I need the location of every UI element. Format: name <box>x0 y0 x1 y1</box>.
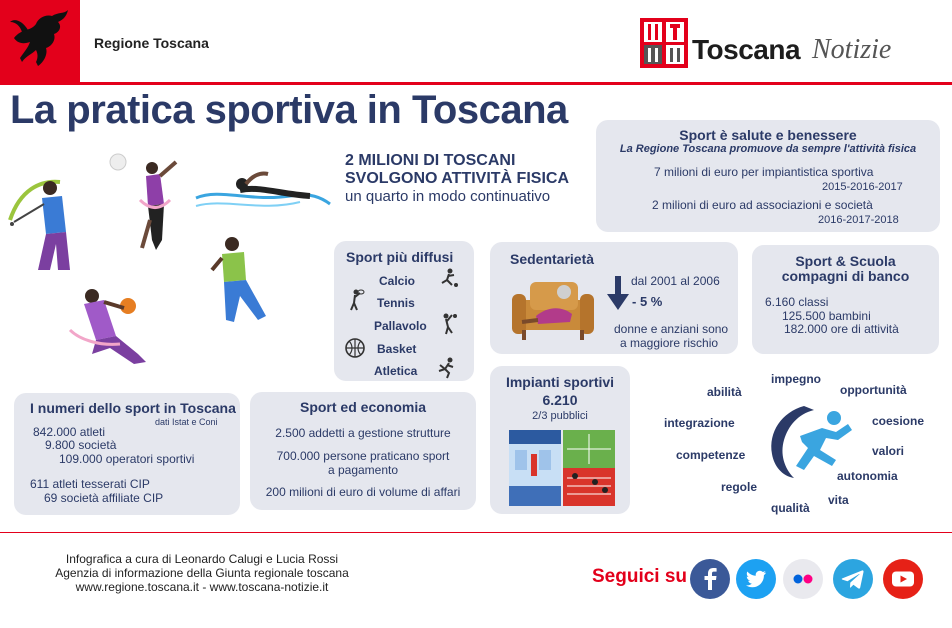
youtube-button[interactable] <box>882 558 924 600</box>
economy-staff: 2.500 addetti a gestione strutture <box>275 426 451 440</box>
economy-volume: 200 milioni di euro di volume di affari <box>265 485 461 499</box>
sport-item-calcio: Calcio <box>379 274 416 288</box>
value-word-coesione: coesione <box>872 414 925 428</box>
value-word-regole: regole <box>721 480 758 494</box>
regione-toscana-logo[interactable] <box>0 0 80 82</box>
value-word-abilita: abilità <box>707 385 742 399</box>
brand-word-toscana: Toscana <box>692 34 801 65</box>
page-title: La pratica sportiva in Toscana <box>10 88 568 132</box>
numbers-panel <box>14 393 240 515</box>
health-years-1: 2015-2016-2017 <box>822 181 903 193</box>
telegram-button[interactable] <box>832 558 874 600</box>
facilities-public: 2/3 pubblici <box>532 410 588 422</box>
youtube-icon <box>882 558 924 600</box>
pegasus-icon <box>8 8 72 74</box>
sedentary-period: dal 2001 al 2006 <box>631 274 720 288</box>
health-line-2: 2 milioni di euro ad associazioni e società <box>652 198 873 212</box>
value-word-competenze: competenze <box>676 448 746 462</box>
numbers-operators: 109.000 operatori sportivi <box>59 452 195 466</box>
intro-headline <box>345 152 615 206</box>
header-divider <box>0 82 952 85</box>
intro-line-2: SVOLGONO ATTIVITÀ FISICA <box>345 170 569 187</box>
telegram-icon <box>832 558 874 600</box>
health-subtitle: La Regione Toscana promuove da sempre l'attività fisica <box>619 143 917 155</box>
value-word-valori: valori <box>872 444 905 458</box>
value-word-vita: vita <box>828 493 849 507</box>
region-name: Regione Toscana <box>94 35 209 51</box>
sport-item-basket: Basket <box>377 342 417 356</box>
volleyball-icon <box>438 313 460 335</box>
soccer-icon <box>438 267 460 289</box>
school-title-1: Sport & Scuola <box>795 253 896 269</box>
credits-block <box>32 552 372 594</box>
facilities-illustration <box>509 430 615 506</box>
sedentary-title: Sedentarietà <box>510 251 595 267</box>
sport-item-atletica: Atletica <box>374 364 418 378</box>
numbers-cip-athletes: 611 atleti tesserati CIP <box>30 477 150 491</box>
twitter-button[interactable] <box>735 558 777 600</box>
health-line-1: 7 milioni di euro per impiantistica sportiva <box>654 165 874 179</box>
armchair-illustration <box>512 280 594 344</box>
flickr-button[interactable] <box>782 558 824 600</box>
school-panel <box>752 245 939 354</box>
sedentary-note-1: donne e anziani sono <box>614 322 729 336</box>
popular-sports-title: Sport più diffusi <box>346 249 454 265</box>
volleyball-player-illustration <box>110 154 176 250</box>
down-arrow-icon <box>607 276 629 310</box>
sport-item-tennis: Tennis <box>377 296 415 310</box>
economy-people-1: 700.000 persone praticano sport <box>276 449 450 463</box>
economy-people-2: a pagamento <box>327 463 399 477</box>
twitter-icon <box>735 558 777 600</box>
brand-word-notizie: Notizie <box>812 34 892 65</box>
school-classes: 6.160 classi <box>765 295 829 309</box>
credit-line-2: Agenzia di informazione della Giunta regionale toscana <box>55 566 349 580</box>
basketball-player-illustration <box>70 289 146 364</box>
numbers-cip-clubs: 69 società affiliate CIP <box>44 491 164 505</box>
basketball-icon <box>344 337 366 359</box>
toscana-notizie-logo[interactable] <box>640 16 940 72</box>
credit-line-1: Infografica a cura di Leonardo Calugi e Lucia Rossi <box>65 552 339 566</box>
numbers-athletes: 842.000 atleti <box>33 425 106 439</box>
flickr-icon <box>782 558 824 600</box>
value-word-opportunita: opportunità <box>840 383 907 397</box>
credit-line-3[interactable]: www.regione.toscana.it - www.toscana-notizie.it <box>75 580 329 594</box>
sedentary-note-2: a maggiore rischio <box>620 336 719 350</box>
sedentary-panel <box>490 242 738 354</box>
value-word-autonomia: autonomia <box>837 469 898 483</box>
facilities-title: Impianti sportivi <box>505 374 615 390</box>
athletes-illustration <box>0 140 340 380</box>
sedentary-change: - 5 % <box>632 294 663 309</box>
toscana-notizie-mark-icon <box>640 18 688 68</box>
tennis-icon <box>344 289 366 311</box>
school-hours: 182.000 ore di attività <box>784 322 899 336</box>
numbers-clubs: 9.800 società <box>45 438 117 452</box>
value-word-integrazione: integrazione <box>664 416 735 430</box>
intro-line-3: un quarto in modo continuativo <box>345 188 551 205</box>
school-children: 125.500 bambini <box>782 309 871 323</box>
header <box>0 0 952 84</box>
facebook-button[interactable] <box>689 558 731 600</box>
economy-panel <box>250 392 476 510</box>
health-title: Sport è salute e benessere <box>679 127 857 143</box>
facilities-panel <box>490 366 630 514</box>
value-word-qualita: qualità <box>771 501 810 515</box>
popular-sports-panel <box>334 241 474 381</box>
health-years-2: 2016-2017-2018 <box>818 214 899 226</box>
health-panel <box>596 120 940 232</box>
school-title-2: compagni di banco <box>781 268 910 284</box>
intro-line-1: 2 MILIONI DI TOSCANI <box>345 152 516 169</box>
footer-divider <box>0 532 952 533</box>
numbers-title: I numeri dello sport in Toscana <box>30 400 236 416</box>
facilities-count: 6.210 <box>542 392 578 408</box>
sport-item-pallavolo: Pallavolo <box>374 319 427 333</box>
sport-values-emblem <box>764 400 860 480</box>
value-word-impegno: impegno <box>771 372 821 386</box>
swimmer-illustration <box>196 173 330 206</box>
athletics-runner-icon <box>436 357 458 379</box>
numbers-source: dati Istat e Coni <box>155 417 218 427</box>
follow-us-label: Seguici su <box>592 566 688 587</box>
golfer-illustration <box>10 181 70 270</box>
economy-title: Sport ed economia <box>299 399 427 415</box>
facebook-icon <box>689 558 731 600</box>
soccer-player-illustration <box>212 237 266 322</box>
